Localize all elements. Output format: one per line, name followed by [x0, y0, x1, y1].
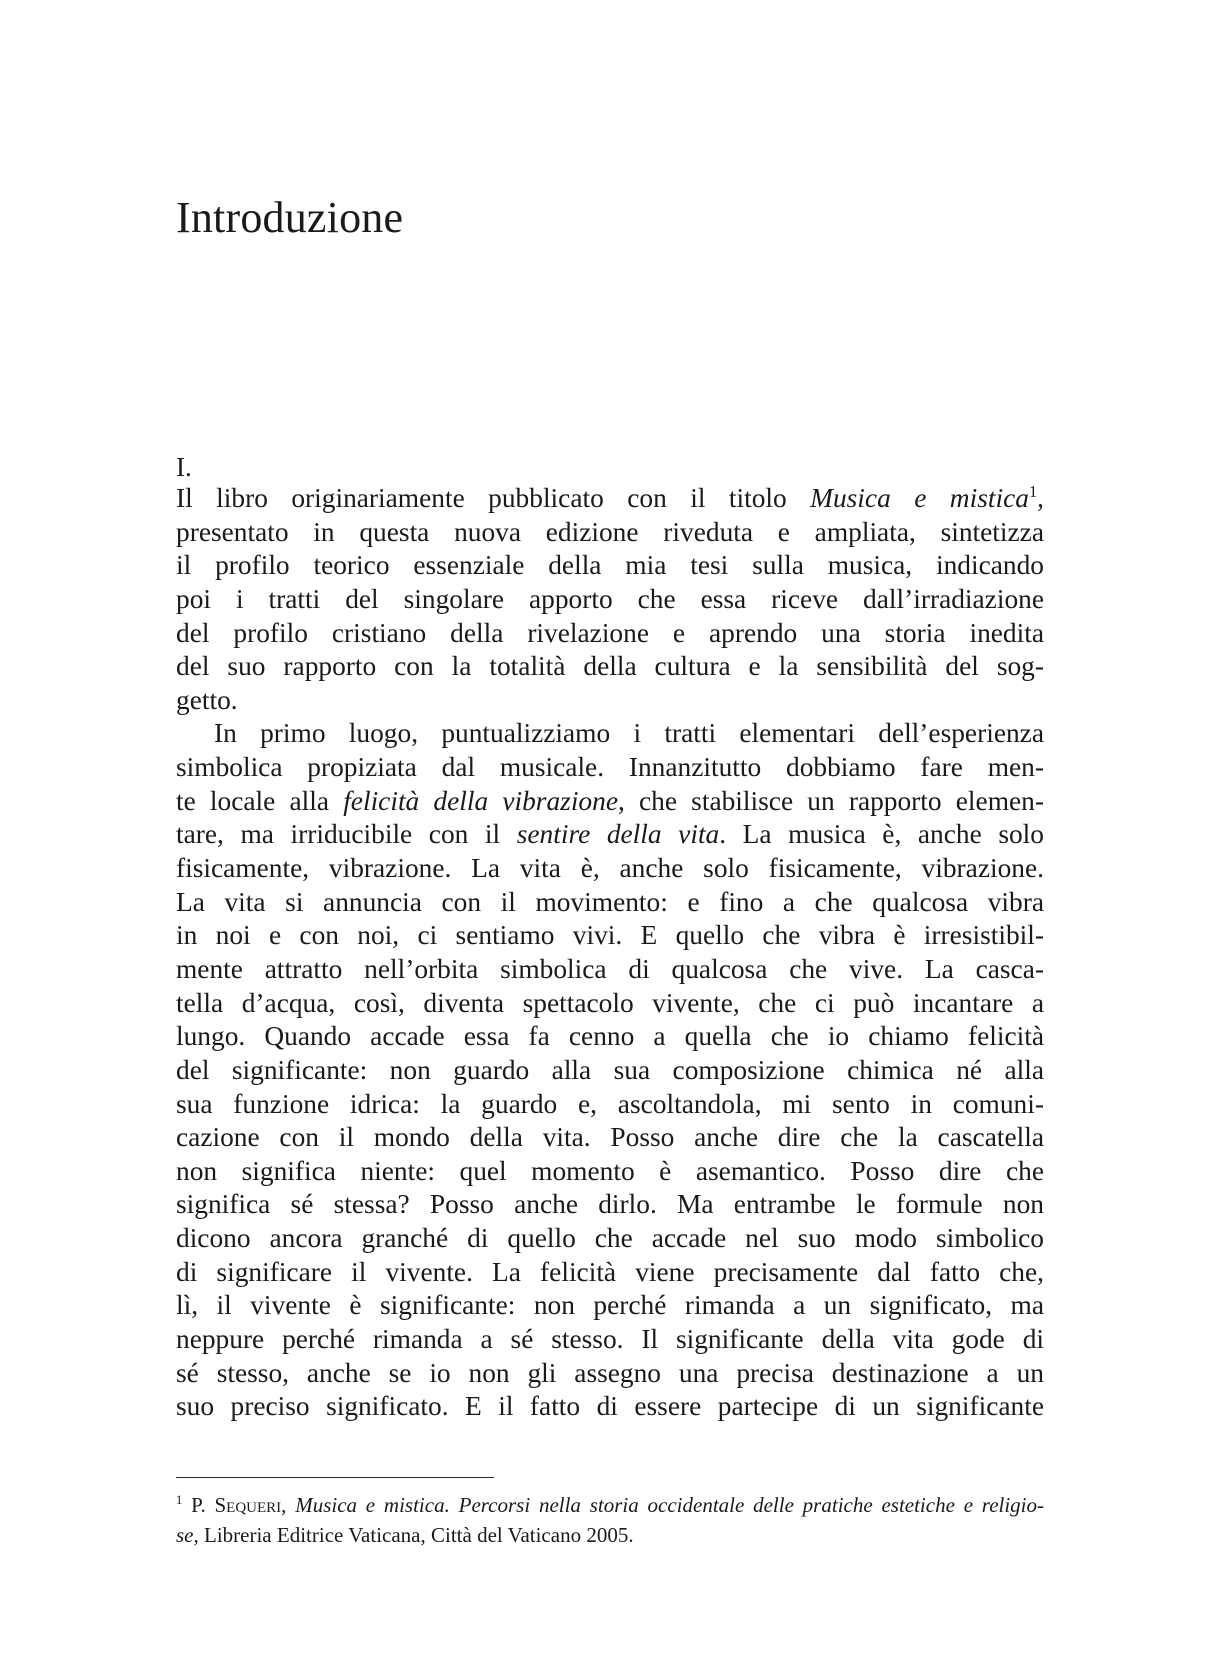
paragraph-2-line: lungo. Quando accade essa fa cenno a quella che io chiamo felicità: [176, 1021, 1044, 1052]
paragraph-2-line: tella d’acqua, così, diventa spettacolo vivente, che ci può incantare a: [176, 987, 1044, 1018]
paragraph-2-line: non significa niente: quel momento è asemantico. Posso dire che: [176, 1155, 1044, 1186]
paragraph-2-line: neppure perché rimanda a sé stesso. Il significante della vita gode di: [176, 1324, 1044, 1355]
italic-phrase: felicità della vibrazione: [343, 785, 618, 816]
paragraph-1-line: presentato in questa nuova edizione riveduta e ampliata, sintetizza: [176, 516, 1044, 547]
paragraph-2-line: dicono ancora granché di quello che accade nel suo modo simbolico: [176, 1223, 1044, 1254]
footnote-number: 1: [176, 1493, 183, 1507]
paragraph-2-line: simbolica propiziata dal musicale. Innanzitutto dobbiamo fare men-: [176, 752, 1044, 783]
paragraph-2-line: te locale alla felicità della vibrazione, che stabilisce un rapporto elemen-: [176, 785, 1044, 816]
paragraph-1-line: getto.: [176, 684, 238, 715]
paragraph-2-line: fisicamente, vibrazione. La vita è, anche solo fisicamente, vibrazione.: [176, 853, 1044, 884]
footnote: [176, 1490, 1044, 1550]
paragraph-2-line: cazione con il mondo della vita. Posso anche dire che la cascatella: [176, 1122, 1044, 1153]
paragraph-2-line: sé stesso, anche se io non gli assegno una precisa destinazione a un: [176, 1357, 1044, 1388]
footnote-reference[interactable]: 1: [1028, 481, 1038, 501]
footnote-line: $^1$ P. Sequeri, Musica e mistica. Percorsi nella storia occidentale delle pratiche estetiche e religio-: [176, 1493, 1045, 1517]
paragraph-2-line: suo preciso significato. E il fatto di essere partecipe di un significante: [176, 1391, 1044, 1422]
paragraph-2-line: in noi e con noi, ci sentiamo vivi. E quello che vibra è irresistibil-: [176, 920, 1044, 951]
book-title-italic: Musica e mistica: [810, 483, 1029, 513]
paragraph-2-line: mente attratto nell’orbita simbolica di qualcosa che vive. La casca-: [176, 953, 1044, 984]
paragraph-2-line: lì, il vivente è significante: non perché rimanda a un significato, ma: [176, 1290, 1044, 1321]
paragraph-2-line: tare, ma irriducibile con il sentire della vita. La musica è, anche solo: [176, 819, 1044, 850]
body-text: [176, 482, 1044, 1424]
footnote-line: se, Libreria Editrice Vaticana, Città del Vaticano 2005.: [176, 1523, 634, 1547]
paragraph-1-line: del suo rapporto con la totalità della cultura e la sensibilità del sog-: [176, 651, 1044, 682]
paragraph-1-line: Il libro originariamente pubblicato con il titolo Musica e mistica$^1$,: [176, 481, 1045, 513]
paragraph-1-line: poi i tratti del singolare apporto che essa riceve dall’irradiazione: [176, 583, 1044, 614]
paragraph-2-line: In primo luogo, puntualizziamo i tratti elementari dell’esperienza: [214, 718, 1044, 749]
paragraph-2-line: sua funzione idrica: la guardo e, ascoltandola, mi sento in comuni-: [176, 1088, 1044, 1119]
footnote-title-end: se: [176, 1523, 194, 1547]
footnote-title: Musica e mistica. Percorsi nella storia occidentale delle pratiche estetiche e religio-: [295, 1493, 1045, 1517]
section-number: I.: [176, 452, 192, 482]
paragraph-2-line: di significare il vivente. La felicità viene precisamente dal fatto che,: [176, 1256, 1044, 1287]
paragraph-2-line: del significante: non guardo alla sua composizione chimica né alla: [176, 1054, 1044, 1085]
chapter-title: Introduzione: [176, 193, 404, 242]
italic-phrase: sentire della vita: [516, 819, 720, 850]
footnote-author: Sequeri: [214, 1493, 282, 1517]
paragraph-2-line: significa sé stessa? Posso anche dirlo. Ma entrambe le formule non: [176, 1189, 1044, 1220]
paragraph-2-line: La vita si annuncia con il movimento: e fino a che qualcosa vibra: [176, 886, 1044, 917]
paragraph-1-line: il profilo teorico essenziale della mia tesi sulla musica, indicando: [176, 550, 1044, 581]
footnote-divider: [176, 1477, 494, 1478]
paragraph-1-line: del profilo cristiano della rivelazione e aprendo una storia inedita: [176, 617, 1044, 648]
